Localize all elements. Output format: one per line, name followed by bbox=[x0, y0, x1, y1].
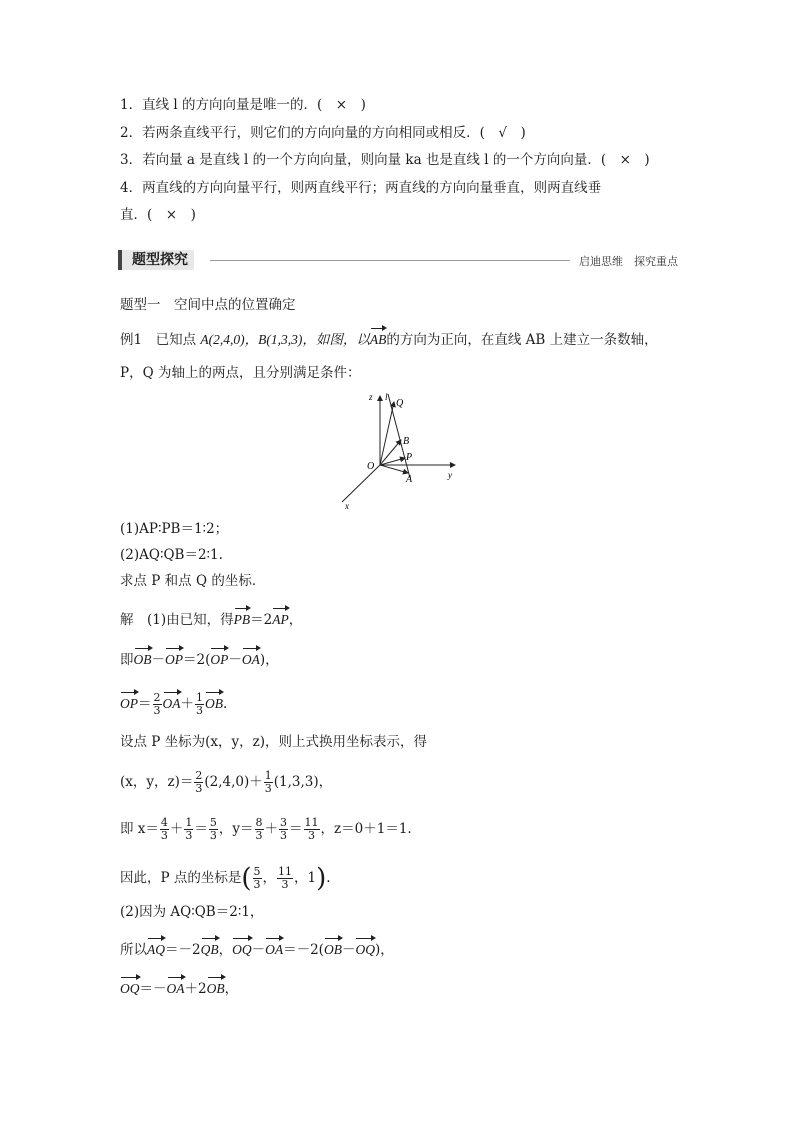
solution-line-7: 因此，P 点的坐标是( $\frac{5}{3}$ ， $\frac{11}{3}$ ，1). bbox=[120, 863, 331, 894]
topic-heading: 题型一 空间中点的位置确定 bbox=[120, 297, 296, 313]
solution-line-9: 所以AQ＝－2QB，OQ－OA＝－2(OB－OQ)， bbox=[120, 942, 394, 958]
solution-line-10: OQ＝－OA＋2OB， bbox=[120, 981, 239, 997]
section-divider bbox=[210, 260, 570, 261]
label-x: x bbox=[345, 501, 349, 510]
solution-line-2: 即OB－OP＝2(OP－OA)， bbox=[120, 652, 279, 668]
judgement-2: 2．若两条直线平行，则它们的方向向量的方向相同或相反．( √ ) bbox=[120, 125, 526, 141]
example-label: 例1 bbox=[120, 332, 143, 348]
label-l: l bbox=[385, 392, 388, 402]
condition-2: (2)AQ∶QB＝2∶1. bbox=[120, 547, 223, 563]
solution-line-4: 设点 P 坐标为(x，y，z)，则上式换用坐标表示，得 bbox=[120, 734, 428, 750]
label-q: Q bbox=[396, 398, 404, 409]
judgement-4-cont: 直．( × ) bbox=[120, 207, 196, 223]
judgement-4: 4．两直线的方向向量平行，则两直线平行；两直线的方向向量垂直，则两直线垂 bbox=[120, 180, 602, 196]
example-line-2: P，Q 为轴上的两点，且分别满足条件： bbox=[120, 365, 361, 381]
label-y: y bbox=[448, 470, 452, 480]
label-o: O bbox=[367, 461, 375, 472]
label-a: A bbox=[406, 474, 413, 485]
label-b: B bbox=[403, 436, 410, 447]
section-header bbox=[118, 250, 678, 272]
solution-line-5: (x，y，z)＝ $\frac{2}{3}$ (2,4,0)＋ $\frac{1}{3}$ (1,3,3)， bbox=[120, 769, 333, 795]
coordinate-figure bbox=[330, 388, 460, 510]
solution-line-6: 即 x＝ $\frac{4}{3}$ ＋ $\frac{1}{3}$ ＝ $\frac{5}{3}$ ，y＝ $\frac{8}{3}$ ＋ $\frac{3}{3}$ ＝ $\frac{11}{3}$ ，z＝0＋1＝1. bbox=[120, 816, 412, 842]
solution-line-1: 解 (1)由已知，得PB＝2AP， bbox=[120, 612, 303, 628]
solution-line-3: OP＝ $\frac{2}{3}$ OA＋ $\frac{1}{3}$ OB. bbox=[120, 691, 228, 717]
label-z: z bbox=[369, 392, 373, 402]
section-tag: 题型探究 bbox=[118, 250, 194, 270]
judgement-3: 3．若向量 a 是直线 l 的一个方向向量，则向量 ka 也是直线 l 的一个方向向量．( × ) bbox=[120, 152, 650, 168]
condition-1: (1)AP∶PB＝1∶2； bbox=[120, 521, 229, 537]
example-line-1: 例1 已知点 A(2,4,0)，B(1,3,3)，如图，以AB的方向为正向，在直线 AB 上建立一条数轴， bbox=[120, 332, 658, 348]
solution-line-8: (2)因为 AQ∶QB＝2∶1， bbox=[120, 904, 264, 920]
section-subtitle: 启迪思维 探究重点 bbox=[579, 255, 678, 268]
question: 求点 P 和点 Q 的坐标． bbox=[120, 573, 266, 589]
label-p: P bbox=[406, 452, 413, 463]
vector-ab: AB bbox=[369, 332, 387, 347]
judgement-1: 1．直线 l 的方向向量是唯一的．( × ) bbox=[120, 97, 366, 113]
